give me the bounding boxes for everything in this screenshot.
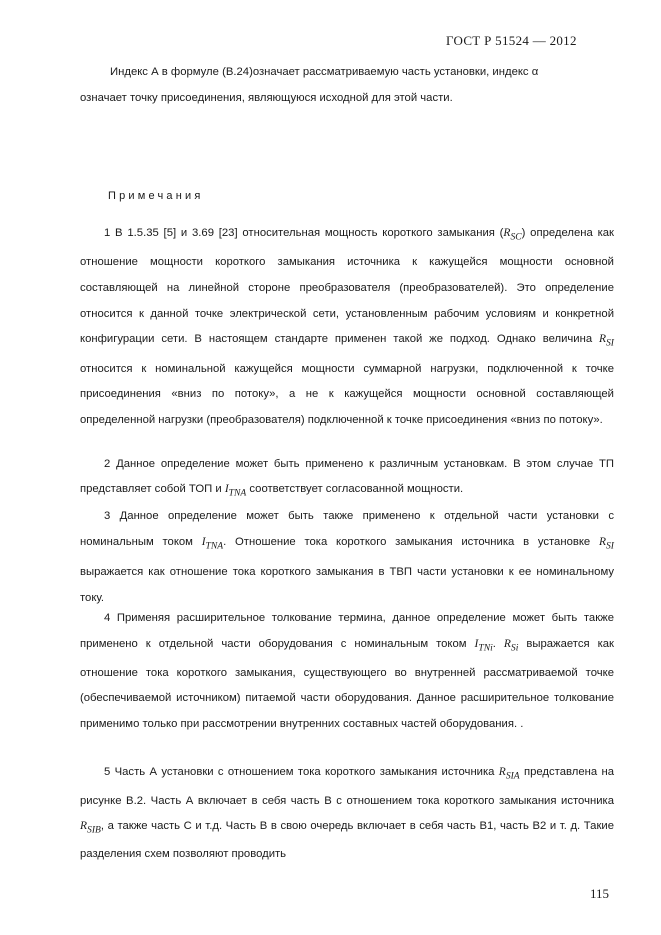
note-2-symbol: $I_{TNA}$ bbox=[224, 483, 247, 499]
note-5 bbox=[80, 760, 614, 868]
note-3-symbol-2: $R_{SI}$ bbox=[598, 536, 614, 552]
intro-line-2: означает точку присоединения, являющуюся исходной для этой части. bbox=[80, 92, 453, 104]
intro-paragraph bbox=[80, 59, 614, 111]
note-3-text-c: выражается как отношение тока короткого замыкания в ТВП части установки к ее номинальному току. bbox=[80, 566, 614, 605]
note-1-text-b: ) определена как отношение мощности короткого замыкания источника к кажущейся мощности основной составляющей на линейной стороне преобразователя (преобразователей). Это определение относится к данной точке электрической сети, установленным рабочим условиям и конкретной конфигурации сети. В настоящем стандарте применен такой же подход. Однако величина bbox=[80, 227, 614, 346]
note-2-text-b: соответствует согласованной мощности. bbox=[246, 483, 464, 495]
note-4-text-b: . bbox=[492, 637, 504, 650]
note-1-text-c: относится к номинальной кажущейся мощности суммарной нагрузки, подключенной к точке присоединения «вниз по потоку», а не к кажущейся мощности основной составляющей определенной нагрузки (преобразователя) подключенной к точке присоединения «вниз по потоку». bbox=[80, 362, 614, 427]
note-5-text-b: представлена на рисунке В.2. Часть А включает в себя часть В с отношением тока короткого замыкания источника bbox=[80, 766, 614, 807]
note-5-symbol: $R_{SIA}$ bbox=[498, 766, 520, 782]
note-4-symbol: $I_{TNi}$ bbox=[474, 637, 493, 653]
note-4 bbox=[80, 606, 614, 738]
note-2-text-a: 2 Данное определение может быть применено к различным установкам. В этом случае ТП представляет собой ТОП и bbox=[80, 458, 614, 495]
note-1 bbox=[80, 221, 614, 434]
note-5-text-a: 5 Часть А установки с отношением тока короткого замыкания источника bbox=[104, 766, 499, 778]
note-5-symbol-2: $R_{SIB}$ bbox=[80, 819, 101, 836]
note-4-symbol-2: $R_{Si}$ bbox=[503, 637, 519, 653]
note-3-text-b: . Отношение тока короткого замыкания источника в установке bbox=[223, 536, 599, 548]
note-1-symbol-2: $R_{SI}$ bbox=[598, 333, 614, 349]
note-1-text-a: 1 В 1.5.35 [5] и 3.69 [23] относительная мощность короткого замыкания ( bbox=[104, 227, 504, 239]
notes-heading: Примечания bbox=[108, 190, 204, 202]
note-2 bbox=[80, 452, 614, 505]
note-3-text-a: 3 Данное определение может быть также применено к отдельной части установки с номинальным током bbox=[80, 510, 614, 548]
note-4-text-c: выражается как отношение тока короткого замыкания, существующего во внутренней рассматриваемой точке (обеспечиваемой источником) питаемой части оборудования. Данное расширительное толкование применимо только при рассмотрении внутренних составных частей оборудования. . bbox=[80, 637, 614, 731]
document-header: ГОСТ Р 51524 — 2012 bbox=[446, 33, 577, 48]
page-number: 115 bbox=[590, 886, 610, 901]
note-5-text-c: , а также часть С и т.д. Часть В в свою очередь включает в себя часть В1, часть В2 и т. д. Такие разделения схем позволяют проводить bbox=[80, 819, 614, 861]
note-3 bbox=[80, 503, 614, 611]
intro-line-1: Индекс А в формуле (В.24)означает рассматриваемую часть установки, индекс α bbox=[110, 66, 539, 78]
note-3-symbol: $I_{TNA}$ bbox=[201, 536, 224, 552]
note-4-text-a: 4 Применяя расширительное толкование термина, данное определение может быть также применено к отдельной части оборудования с номинальным током bbox=[80, 612, 614, 650]
note-1-symbol: $R_{SC}$ bbox=[503, 227, 522, 243]
